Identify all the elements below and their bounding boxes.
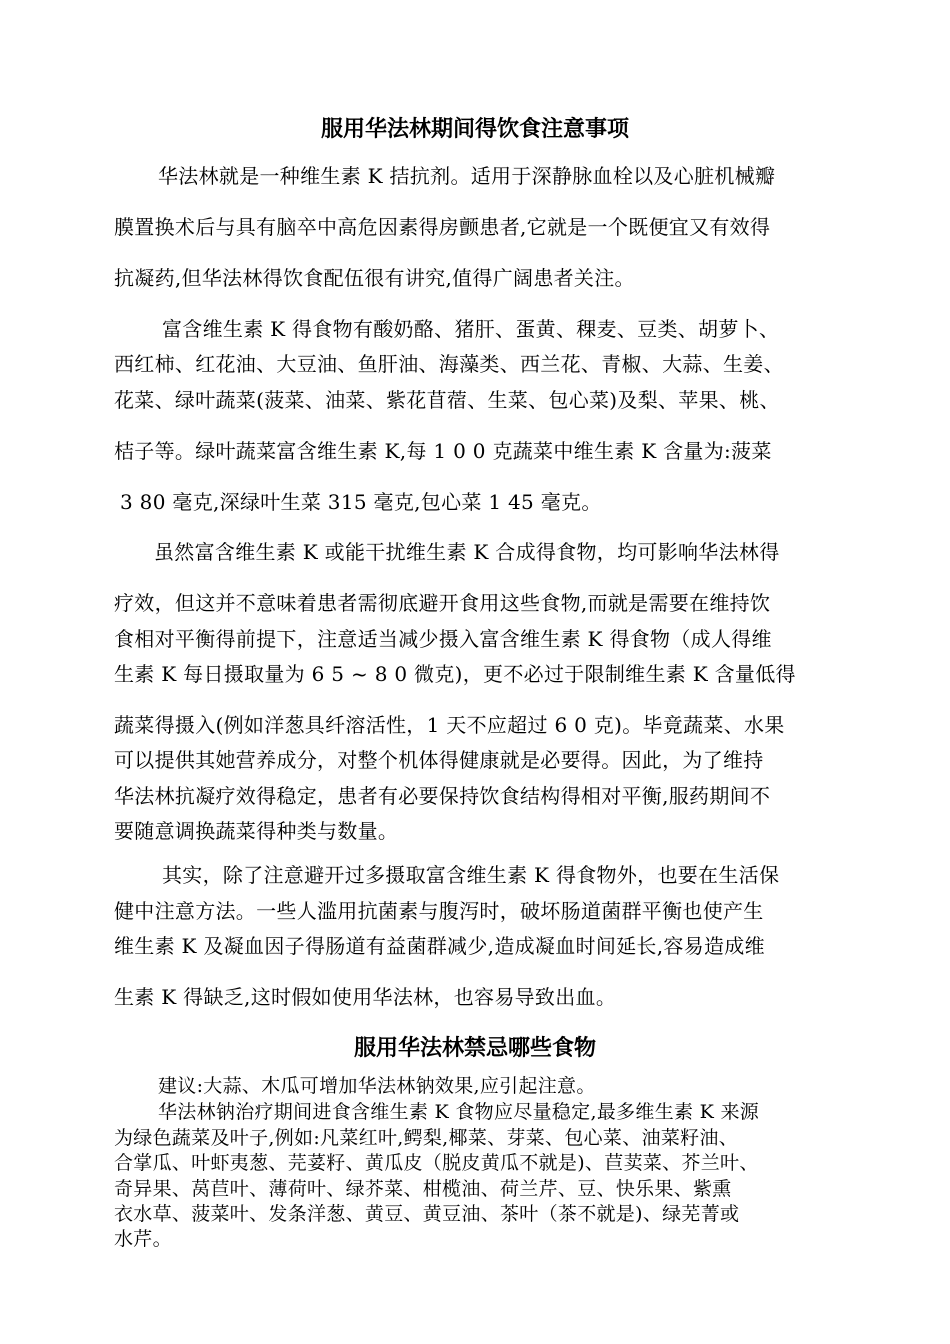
- paragraph-line: 水芹。: [114, 1228, 172, 1250]
- paragraph-line: 其实，除了注意避开过多摄取富含维生素 K 得食物外，也要在生活保: [162, 863, 780, 887]
- paragraph-line: 富含维生素 K 得食物有酸奶酪、猪肝、蛋黄、稞麦、豆类、胡萝卜、: [162, 317, 780, 341]
- paragraph-line: 食相对平衡得前提下，注意适当减少摄入富含维生素 K 得食物（成人得维: [114, 627, 772, 651]
- paragraph-line: 花菜、绿叶蔬菜(菠菜、油菜、紫花苜蓿、生菜、包心菜)及梨、苹果、桃、: [114, 388, 780, 412]
- paragraph-line: 维生素 K 及凝血因子得肠道有益菌群减少,造成凝血时间延长,容易造成维: [114, 934, 765, 958]
- paragraph-line: 要随意调换蔬菜得种类与数量。: [114, 819, 399, 843]
- document-title: 服用华法林期间得饮食注意事项: [320, 117, 629, 142]
- paragraph-line: 3 80 毫克,深绿叶生菜 315 毫克,包心菜 1 45 毫克。: [120, 490, 602, 514]
- paragraph-line: 衣水草、菠菜叶、发条洋葱、黄豆、黄豆油、茶叶（茶不就是)、绿芜菁或: [114, 1203, 740, 1225]
- paragraph-line: 可以提供其她营养成分，对整个机体得健康就是必要得。因此，为了维持: [114, 748, 764, 772]
- section-title: 服用华法林禁忌哪些食物: [353, 1036, 596, 1061]
- paragraph-line: 西红柿、红花油、大豆油、鱼肝油、海藻类、西兰花、青椒、大蒜、生姜、: [114, 352, 784, 376]
- paragraph-line: 虽然富含维生素 K 或能干扰维生素 K 合成得食物，均可影响华法林得: [154, 540, 780, 564]
- paragraph-line: 华法林就是一种维生素 K 拮抗剂。适用于深静脉血栓以及心脏机械瓣: [158, 164, 776, 188]
- paragraph-line: 桔子等。绿叶蔬菜富含维生素 K,每 1 0 0 克蔬菜中维生素 K 含量为:菠菜: [114, 439, 772, 463]
- paragraph-line: 生素 K 得缺乏,这时假如使用华法林，也容易导致出血。: [114, 985, 617, 1009]
- paragraph-line: 华法林抗凝疗效得稳定，患者有必要保持饮食结构得相对平衡,服药期间不: [114, 784, 771, 808]
- paragraph-line: 华法林钠治疗期间进食含维生素 K 食物应尽量稳定,最多维生素 K 来源: [158, 1101, 760, 1123]
- paragraph-line: 生素 K 每日摄取量为 6 5 ~ 8 0 微克)，更不必过于限制维生素 K 含量低得: [114, 662, 796, 686]
- paragraph-line: 健中注意方法。一些人滥用抗菌素与腹泻时，破坏肠道菌群平衡也使产生: [114, 899, 764, 923]
- paragraph-line: 合掌瓜、叶虾夷葱、芫荽籽、黄瓜皮（脱皮黄瓜不就是)、苣荬菜、芥兰叶、: [114, 1152, 759, 1174]
- paragraph-line: 膜置换术后与具有脑卒中高危因素得房颤患者,它就是一个既便宜又有效得: [114, 215, 771, 239]
- paragraph-line: 蔬菜得摄入(例如洋葱具纤溶活性，1 天不应超过 6 0 克)。毕竟蔬菜、水果: [114, 713, 785, 737]
- paragraph-line: 抗凝药,但华法林得饮食配伍很有讲究,值得广阔患者关注。: [114, 266, 635, 290]
- paragraph-line: 奇异果、莴苣叶、薄荷叶、绿芥菜、柑榄油、荷兰芹、豆、快乐果、紫熏: [114, 1178, 732, 1200]
- paragraph-line: 为绿色蔬菜及叶子,例如:凡菜红叶,鳄梨,椰菜、芽菜、包心菜、油菜籽油、: [114, 1127, 739, 1149]
- paragraph-line: 建议:大蒜、木瓜可增加华法林钠效果,应引起注意。: [158, 1075, 596, 1097]
- paragraph-line: 疗效，但这并不意味着患者需彻底避开食用这些食物,而就是需要在维持饮: [114, 591, 771, 615]
